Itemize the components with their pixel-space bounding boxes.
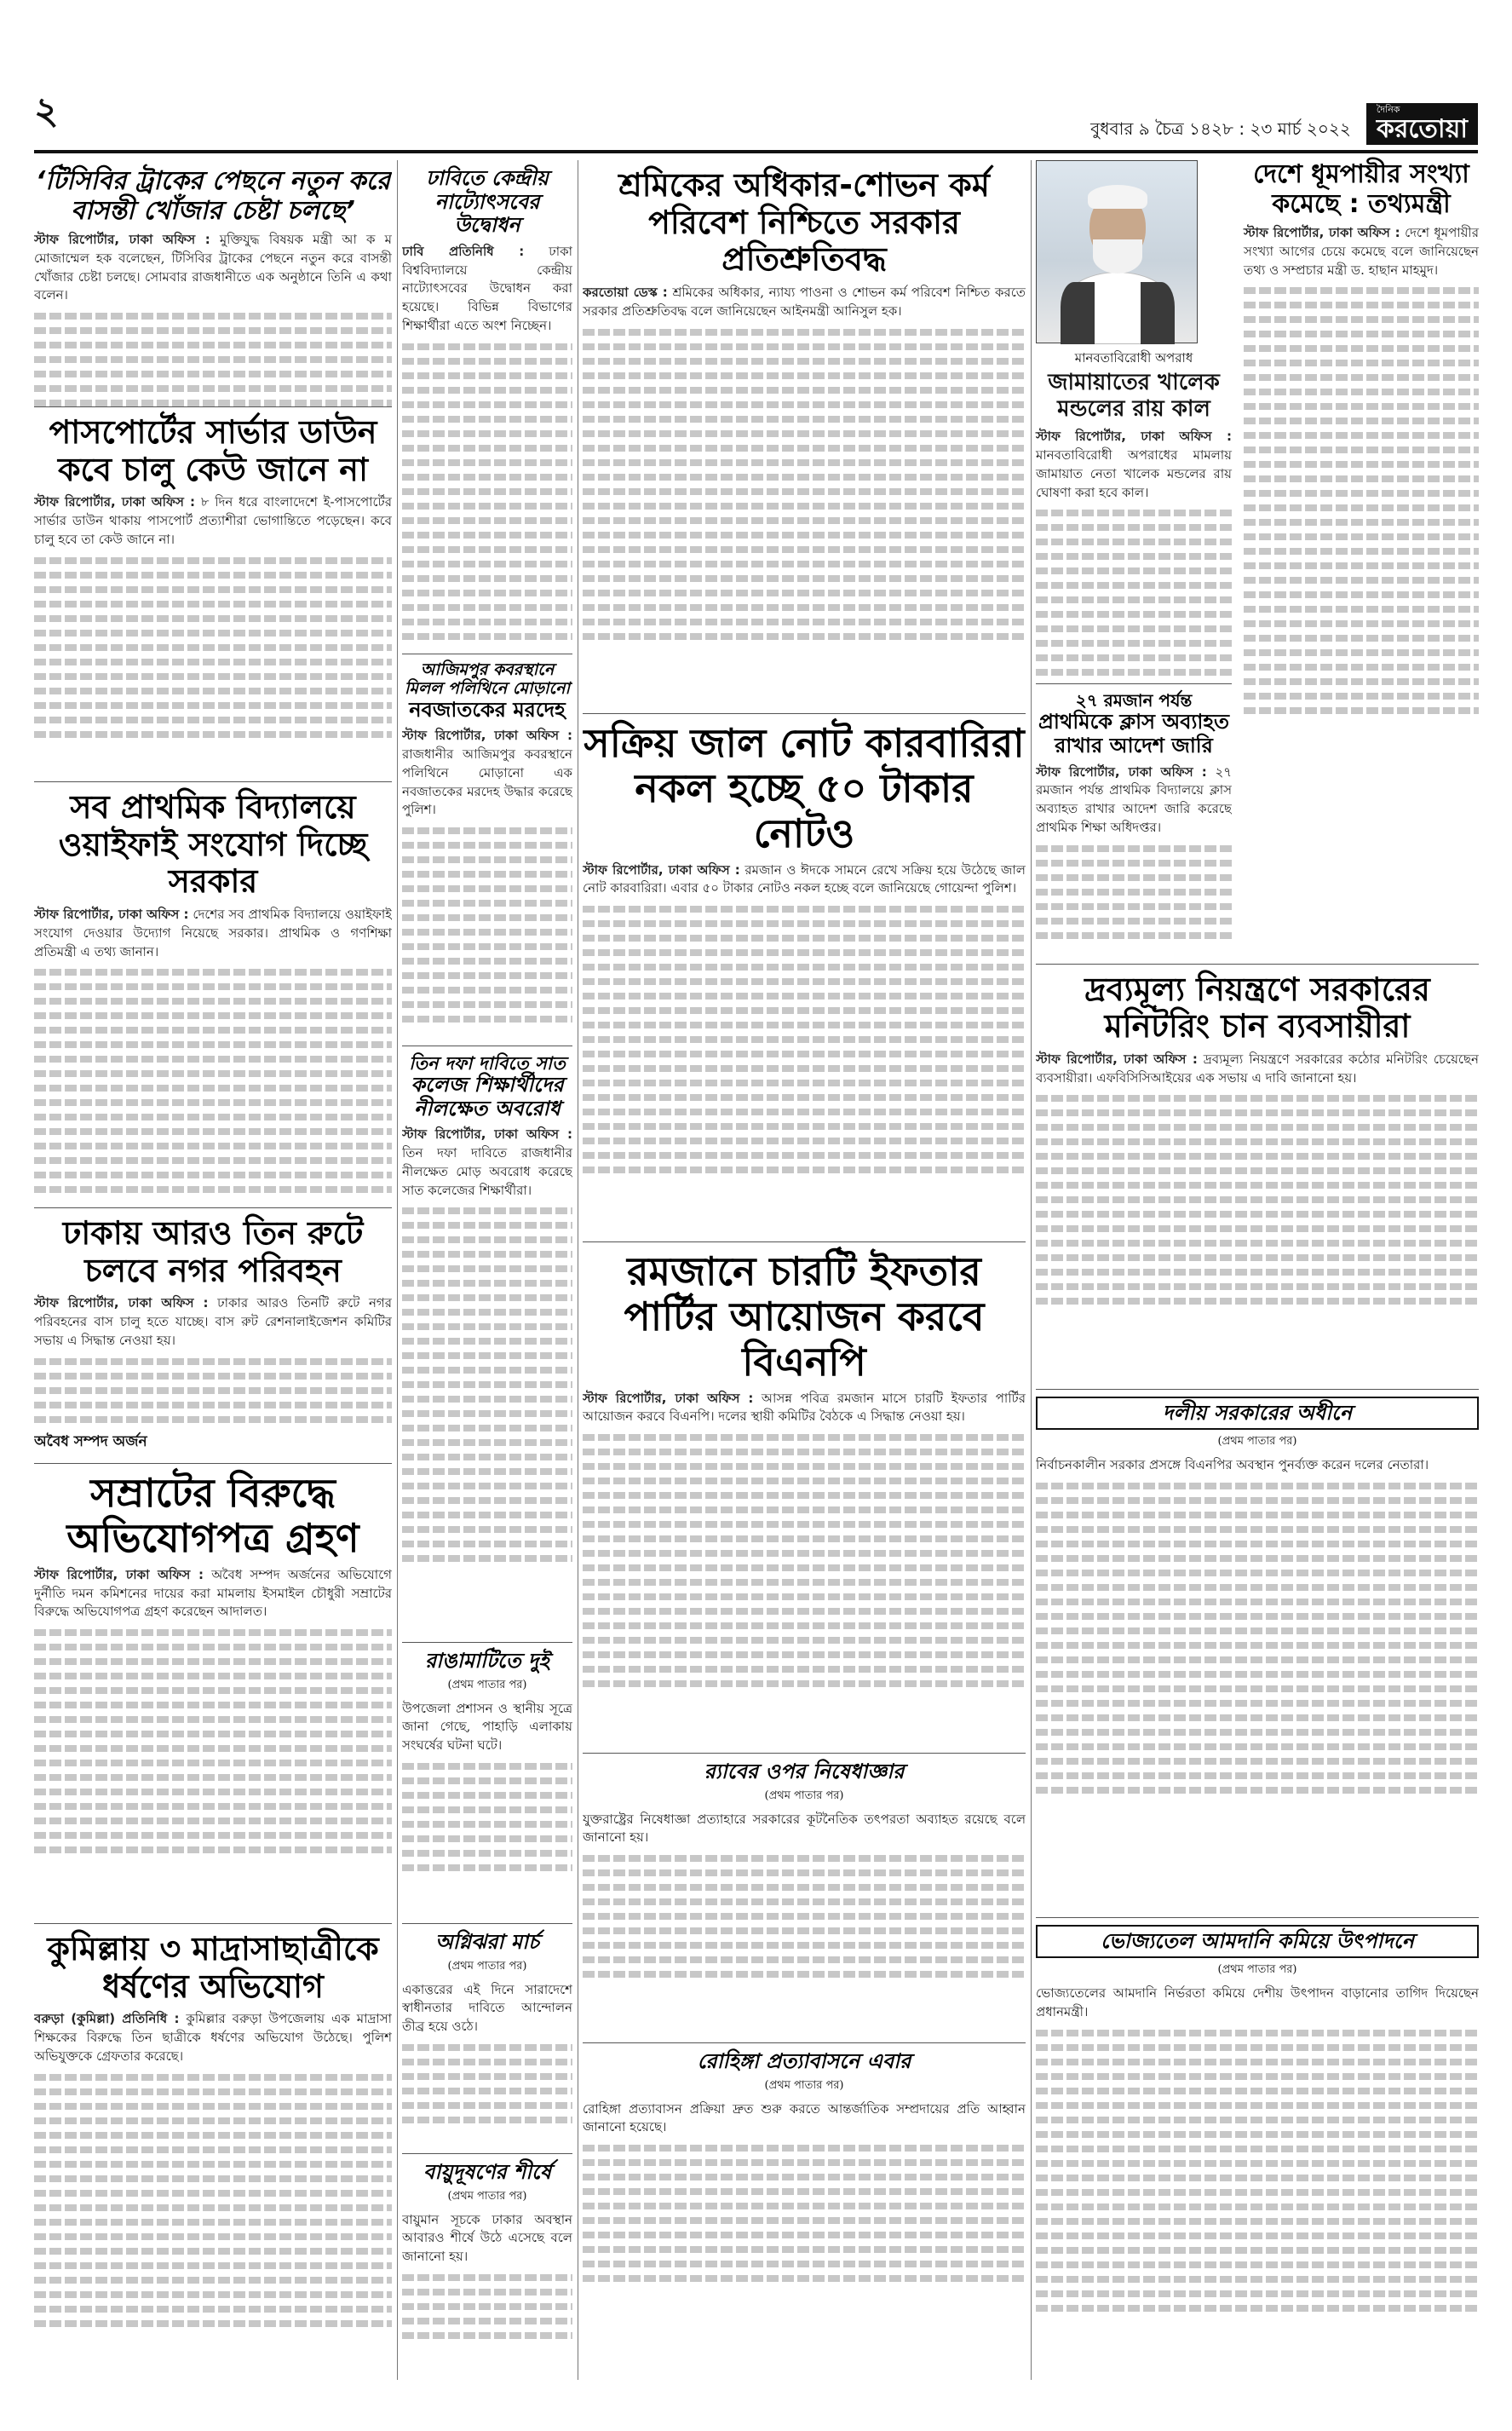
continued-note: (প্রথম পাতার পর) [764,1789,844,1802]
story-smokers [1244,160,1479,955]
byline: স্টাফ রিপোর্টার, ঢাকা অফিস : [34,232,210,247]
headline: ‘টিসিবির ট্রাকের পেছনে নতুন করে বাসন্তী খোঁজার চেষ্টা চলছে’ [35,166,391,226]
continued-note: (প্রথম পাতার পর) [1217,1963,1297,1977]
headline: অগ্নিঝরা মার্চ [435,1930,539,1954]
byline: স্টাফ রিপোর্টার, ঢাকা অফিস : [1036,763,1207,780]
top-row-d [1036,160,1479,955]
dateline: বুধবার ৯ চৈত্র ১৪২৮ : ২৩ মার্চ ২০২২ [1090,118,1351,139]
story-passport [34,407,392,782]
byline: স্টাফ রিপোর্টার, ঢাকা অফিস : [583,861,740,878]
headline: সক্রিয় জাল নোট কারবারিরা নকল হচ্ছে ৫০ টাকার নোটও [584,720,1025,856]
story-text: মুক্তিযুদ্ধ বিষয়ক মন্ত্রী আ ক ম মোজাম্মেল হক বলেছেন, টিসিবির ট্রাকের পেছনে নতুন করে বাসন্তী খোঁজার চেষ্টা চলছে। সোমবার রাজধানীতে এক অনুষ্ঠানে তিনি এ কথা বলেন। [34,232,392,303]
story-text: আসন্ন পবিত্র রমজান মাসে চারটি ইফতার পার্টির আয়োজন করবে বিএনপি। দলের স্থায়ী কমিটির বৈঠকে এ সিদ্ধান্ত নেওয়া হয়। [583,1390,1026,1425]
story-body [1036,763,1232,838]
story-body [402,243,572,336]
headline: ঢাকায় আরও তিন রুটে চলবে নগর পরিবহন [62,1214,364,1289]
story-text: রমজান ও ঈদকে সামনে রেখে সক্রিয় হয়ে উঠেছে জাল নোট কারবারিরা। এবার ৫০ টাকার নোটও নকল হচ্ছে বলে জানিয়েছে গোয়েন্দা পুলিশ। [583,861,1026,896]
column-a [34,160,392,2393]
story-text: ঢাকার আরও তিনটি রুটে নগর পরিবহনের বাস চালু হতে যাচ্ছে। বাস রুট রেশনালাইজেশন কমিটির সভায় এ সিদ্ধান্ত নেওয়া হয়। [34,1295,392,1348]
story-body [34,1294,392,1350]
byline: বরুড়া (কুমিল্লা) প্রতিনিধি : [34,2011,180,2027]
headline: রোহিঙ্গা প্রত্যাবাসনে এবার [697,2049,911,2073]
story-fake-notes [583,714,1026,1242]
logo-sub: দৈনিক [1376,103,1400,115]
story-text: মানবতাবিরোধী অপরাধের মামলায় জামায়াত নেতা খালেক মন্ডলের রায় ঘোষণা করা হবে কাল। [1036,447,1232,500]
story-text: শ্রমিকের অধিকার, ন্যায্য পাওনা ও শোভন কর্ম পরিবেশ নিশ্চিত করতে সরকার প্রতিশ্রুতিবদ্ধ বলে জানিয়েছেন আইনমন্ত্রী আনিসুল হক। [583,285,1026,319]
story-text: অবৈধ সম্পদ অর্জনের অভিযোগে দুর্নীতি দমন কমিশনের দায়ের করা মামলায় ইসমাইল চৌধুরী সম্রাটের বিরুদ্ধে অভিযোগপত্র গ্রহণ করেছেন আদালত। [34,1566,392,1620]
logo-text: করতোয়া [1376,114,1468,144]
story-edible-oil [1036,1918,1479,2395]
column-d [1036,160,1479,2395]
story-body [34,906,392,961]
story-party-govt [1036,1390,1479,1918]
byline: স্টাফ রিপোর্টার, ঢাকা অফিস : [1036,429,1232,445]
byline: স্টাফ রিপোর্টার, ঢাকা অফিস : [34,1566,204,1582]
story-seven-college [402,1046,572,1643]
masthead-right [1090,103,1478,145]
story-body [583,861,1026,899]
byline: স্টাফ রিপোর্টার, ঢাকা অফিস : [402,728,572,744]
story-cumilla [34,1924,392,2393]
story-text: দ্রব্যমূল্য নিয়ন্ত্রণে সরকারের কঠোর মনিটরিং চেয়েছেন ব্যবসায়ীরা। এফবিসিসিআইয়ের এক সভায় এ দাবি জানানো হয়। [1036,1051,1479,1086]
story-jamaat [1036,160,1232,955]
continued-note: (প্রথম পাতার পর) [447,1959,527,1973]
story-du-drama [402,160,572,654]
story-text: দেশে ধূমপায়ীর সংখ্যা আগের চেয়ে কমেছে বলে জানিয়েছেন তথ্য ও সম্প্রচার মন্ত্রী ড. হাছান মাহমুদ। [1244,225,1479,278]
story-air-pollution [402,2154,572,2376]
photo-caption: মানবতাবিরোধী অপরাধ [1074,350,1193,366]
story-text: দেশের সব প্রাথমিক বিদ্যালয়ে ওয়াইফাই সংযোগ দেওয়ার উদ্যোগ নিয়েছে সরকার। প্রাথমিক ও গণশিক্ষা প্রতিমন্ত্রী এ তথ্য জানান। [34,907,392,959]
headline: দলীয় সরকারের অধীনে [1036,1397,1479,1431]
story-rangamati [402,1643,572,1924]
column-b [402,160,572,2376]
kicker: অবৈধ সম্পদ অর্জন [34,1432,147,1450]
story-price-monitoring [1036,964,1479,1390]
headline: কুমিল্লায় ৩ মাদ্রাসাছাত্রীকে ধর্ষণের অভিযোগ [47,1930,379,2005]
byline: স্টাফ রিপোর্টার, ঢাকা অফিস : [402,1126,572,1143]
headline: সম্রাটের বিরুদ্ধে অভিযোগপত্র গ্রহণ [66,1470,359,1561]
column-c [583,160,1026,2350]
headline: পাসপোর্টের সার্ভার ডাউন কবে চালু কেউ জানে না [49,413,377,488]
story-rab-sanction [583,1754,1026,2043]
headline: দ্রব্যমূল্য নিয়ন্ত্রণে সরকারের মনিটরিং চান ব্যবসায়ীরা [1084,970,1430,1046]
story-text: তিন দফা দাবিতে রাজধানীর নীলক্ষেত মোড় অবরোধ করেছে সাত কলেজের শিক্ষার্থীরা। [402,1145,572,1198]
story-primary-class [1036,683,1232,954]
story-bus [34,1208,392,1464]
story-text: কুমিল্লার বরুড়া উপজেলায় এক মাদ্রাসা শিক্ষকের বিরুদ্ধে তিন ছাত্রীকে ধর্ষণের অভিযোগ উঠেছে। পুলিশ অভিযুক্তকে গ্রেফতার করেছে। [34,2011,392,2064]
continued-note: (প্রথম পাতার পর) [447,1678,527,1691]
story-agnijhora [402,1924,572,2154]
story-text: একাত্তরের এই দিনে সারাদেশে স্বাধীনতার দাবিতে আন্দোলন তীব্র হয়ে ওঠে। [402,1981,572,2035]
story-text: যুক্তরাষ্ট্রের নিষেধাজ্ঞা প্রত্যাহারে সরকারের কূটনৈতিক তৎপরতা অব্যাহত রয়েছে বলে জানানো হয়। [583,1811,1026,1846]
story-wifi [34,782,392,1208]
byline: স্টাফ রিপোর্টার, ঢাকা অফিস : [34,1295,209,1311]
headline: র‌্যাবের ওপর নিষেধাজ্ঞার [704,1760,905,1783]
story-body [1036,428,1232,502]
story-text: ২৭ রমজান পর্যন্ত প্রাথমিক বিদ্যালয়ে ক্লাস অব্যাহত রাখার আদেশ জারি করেছে প্রাথমিক শিক্ষা অধিদপ্তর। [1036,763,1232,835]
story-body [34,493,392,549]
newspaper-logo [1366,103,1478,145]
kicker: তিন দফা দাবিতে সাত [409,1053,566,1074]
story-workers-rights [583,160,1026,714]
story-text: ঢাকা বিশ্ববিদ্যালয়ে কেন্দ্রীয় নাট্যোৎসবের উদ্বোধন করা হয়েছে। বিভিন্ন বিভাগের শিক্ষার্থীরা এতে অংশ নিচ্ছেন। [402,243,572,333]
story-body [1244,224,1479,279]
story-body [402,1126,572,1200]
headline: ভোজ্যতেল আমদানি কমিয়ে উৎপাদনে [1036,1925,1479,1959]
headline: প্রাথমিকে ক্লাস অব্যাহত রাখার আদেশ জারি [1038,710,1230,758]
story-text: বায়ুমান সূচকে ঢাকার অবস্থান আবারও শীর্ষে উঠে এসেছে বলে জানানো হয়। [402,2211,572,2265]
continued-note: (প্রথম পাতার পর) [447,2189,527,2203]
story-text: ৮ দিন ধরে বাংলাদেশে ই-পাসপোর্টের সার্ভার ডাউন থাকায় পাসপোর্ট প্রত্যাশীরা ভোগান্তিতে পড়েছেন। কবে চালু হবে তা কেউ জানে না। [34,494,392,547]
story-rohingya [583,2043,1026,2350]
byline: করতোয়া ডেস্ক : [583,285,668,301]
story-body [583,1390,1026,1427]
story-text: রাজধানীর আজিমপুর কবরস্থানে পলিথিনে মোড়ানো এক নবজাতকের মরদেহ উদ্ধার করেছে পুলিশ। [402,746,572,818]
byline: স্টাফ রিপোর্টার, ঢাকা অফিস : [34,494,196,510]
continued-note: (প্রথম পাতার পর) [764,2078,844,2092]
story-text: নির্বাচনকালীন সরকার প্রসঙ্গে বিএনপির অবস্থান পুনর্ব্যক্ত করেন দলের নেতারা। [1036,1457,1429,1473]
headline: বায়ুদূষণের শীর্ষে [423,2160,551,2184]
story-samrat [34,1464,392,1924]
story-azimpur [402,654,572,1046]
masthead [34,89,1478,153]
kicker: ২৭ রমজান পর্যন্ত [1075,690,1193,711]
headline: নবজাতকের মরদেহ [409,697,566,722]
story-text: উপজেলা প্রশাসন ও স্থানীয় সূত্রে জানা গেছে, পাহাড়ি এলাকায় সংঘর্ষের ঘটনা ঘটে। [402,1700,572,1754]
byline: স্টাফ রিপোর্টার, ঢাকা অফিস : [34,907,189,923]
headline: রমজানে চারটি ইফতার পার্টির আয়োজন করবে বিএনপি [624,1248,985,1385]
story-body [34,1566,392,1622]
continued-note: (প্রথম পাতার পর) [1217,1435,1297,1449]
portrait-photo [1036,160,1198,343]
headline: জামায়াতের খালেক মন্ডলের রায় কাল [1048,370,1220,423]
headline: সব প্রাথমিক বিদ্যালয়ে ওয়াইফাই সংযোগ দিচ্ছে সরকার [58,788,368,901]
story-body [402,727,572,820]
headline: রাঙামাটিতে দুই [424,1649,550,1673]
headline: দেশে ধূমপায়ীর সংখ্যা কমেছে : তথ্যমন্ত্রী [1253,159,1469,219]
headline: শ্রমিকের অধিকার-শোভন কর্ম পরিবেশ নিশ্চিতে সরকার প্রতিশ্রুতিবদ্ধ [618,166,990,279]
story-body [34,2010,392,2065]
byline: স্টাফ রিপোর্টার, ঢাকা অফিস : [1036,1051,1198,1067]
byline: ঢাবি প্রতিনিধি : [402,243,525,259]
headline: কলেজ শিক্ষার্থীদের নীলক্ষেত অবরোধ [411,1073,564,1120]
kicker: আজিমপুর কবরস্থানে মিলল পলিথিনে মোড়ানো [404,660,571,698]
page-number: ২ [34,89,59,133]
story-body [583,284,1026,321]
headline: ঢাবিতে কেন্দ্রীয় নাট্যোৎসবের উদ্বোধন [426,166,549,238]
story-text: ভোজ্যতেলের আমদানি নির্ভরতা কমিয়ে দেশীয় উৎপাদন বাড়ানোর তাগিদ দিয়েছেন প্রধানমন্ত্রী। [1036,1985,1479,2019]
story-body [1036,1051,1479,1088]
story-text: রোহিঙ্গা প্রত্যাবাসন প্রক্রিয়া দ্রুত শুরু করতে আন্তর্জাতিক সম্প্রদায়ের প্রতি আহ্বান জানানো হয়েছে। [583,2100,1026,2135]
story-tcb [34,160,392,407]
byline: স্টাফ রিপোর্টার, ঢাকা অফিস : [583,1390,754,1406]
story-body [34,231,392,305]
byline: স্টাফ রিপোর্টার, ঢাকা অফিস : [1244,225,1400,240]
story-bnp-iftar [583,1242,1026,1754]
